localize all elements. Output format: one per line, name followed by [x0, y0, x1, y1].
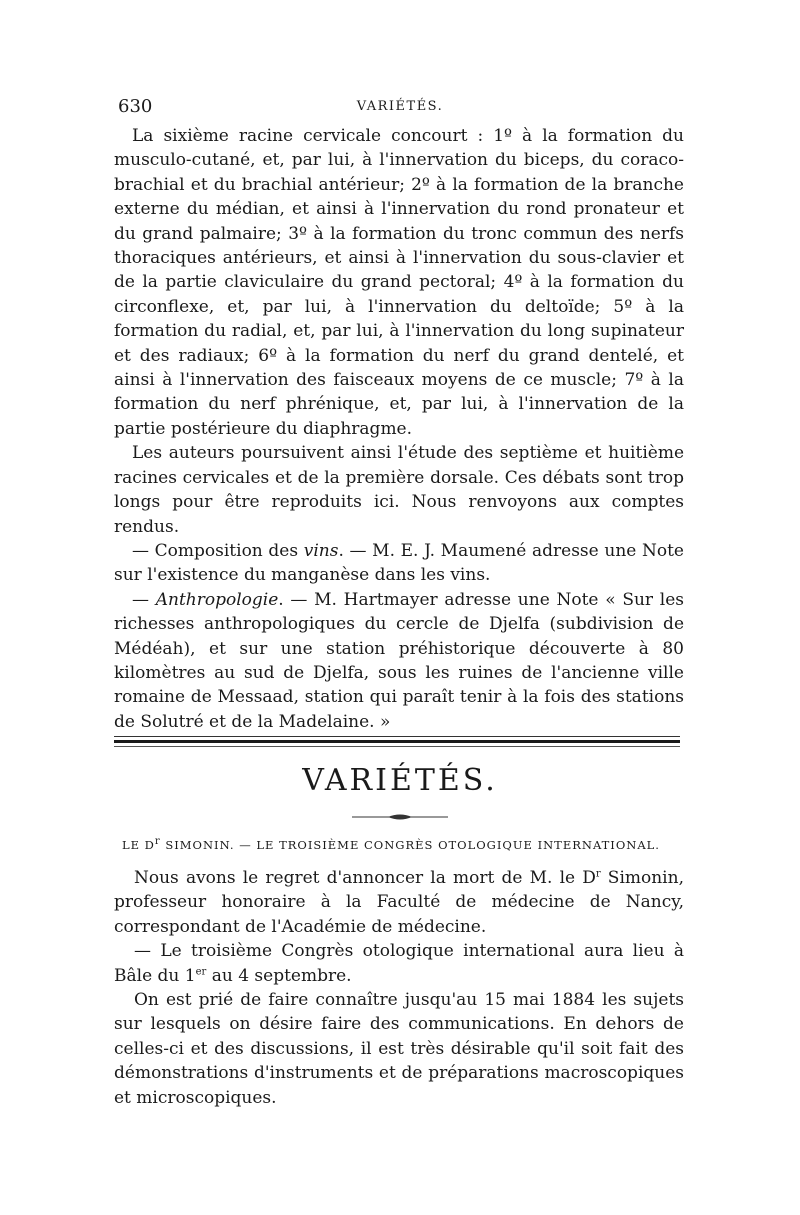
paragraph-anthropologie: — Anthropologie. — M. Hartmayer adresse une Note « Sur les richesses anthropologiques du cercle de Djelfa (subdivision de Médéah), et sur une station préhistorique découverte à 80 kilomètres au sud de Djelfa, sous les ruines de l'ancienne ville romaine de Messaad, station qui paraît tenir à la fois des stations de Solutré et de la Madelaine. » [114, 589, 684, 732]
varietes-article [114, 866, 684, 1110]
paragraph-authors: Les auteurs poursuivent ainsi l'étude des septième et huitième racines cervicales et de la première dorsale. Ces débats sont trop longs pour être reproduits ici. Nous renvoyons aux comptes rendus. [114, 443, 684, 537]
academy-report-continued [114, 124, 684, 734]
section-divider [114, 736, 680, 747]
paragraph-congres: — Le troisième Congrès otologique international aura lieu à Bâle du 1er au 4 septembre. [114, 941, 684, 986]
page-number: 630 [118, 96, 153, 117]
paragraph-simonin: Nous avons le regret d'annoncer la mort de M. le $D^r$ Simonin, professeur honoraire à la Faculté de médecine de Nancy, correspondant de l'Académie de médecine. [114, 868, 684, 937]
article-heading: LE Dr SIMONIN. — LE TROISIÈME CONGRÈS OTOLOGIQUE INTERNATIONAL. [122, 836, 660, 852]
page-header [118, 96, 682, 122]
paragraph-communications: On est prié de faire connaître jusqu'au 15 mai 1884 les sujets sur lesquels on désire faire des communications. En dehors de celles-ci et des discussions, il est très désirable qu'il soit fait des démonstrations d'instruments et de préparations macroscopiques et microscopiques. [114, 990, 684, 1108]
running-head: VARIÉTÉS. [356, 99, 444, 114]
ornament-dash [350, 812, 450, 822]
section-title: VARIÉTÉS. [302, 763, 498, 798]
paragraph-sixth-root: La sixième racine cervicale concourt : 1º à la formation du musculo-cutané, et, par lui, à l'innervation du biceps, du coraco-brachial et du brachial antérieur; 2º à la formation de la branche externe du médian, et ainsi à l'innervation du rond pronateur et du grand palmaire; 3º à la formation du tronc commun des nerfs thoraciques antérieurs, et ainsi à l'innervation du sous-clavier et de la partie claviculaire du grand pectoral; 4º à la formation du circonflexe, et, par lui, à l'innervation du deltoïde; 5º à la formation du radial, et, par lui, à l'innervation du long supinateur et des radiaux; 6º à la formation du nerf du grand dentelé, et ainsi à l'innervation des faisceaux moyens de ce muscle; 7º à la formation du nerf phrénique, et, par lui, à l'innervation de la partie postérieure du diaphragme. [114, 126, 684, 439]
paragraph-composition: — Composition des vins. — M. E. J. Maumené adresse une Note sur l'existence du manganèse dans les vins. [114, 540, 684, 586]
topic-anthropologie: Anthropologie [155, 589, 279, 610]
topic-vins: vins [303, 540, 339, 561]
